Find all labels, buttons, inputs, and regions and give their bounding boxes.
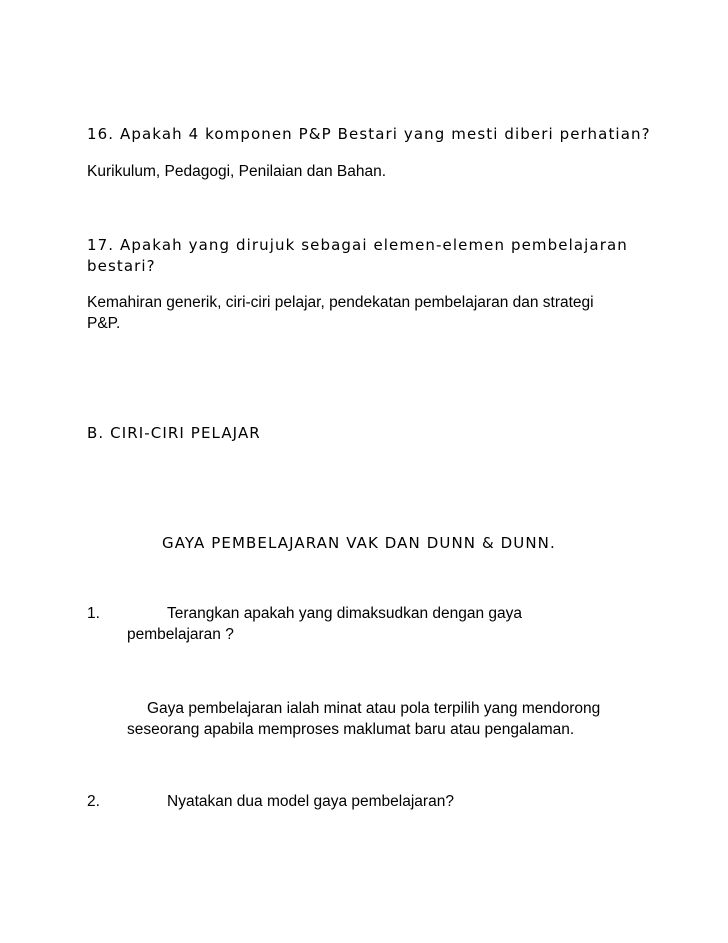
item-1-question-line-2: pembelajaran ? [127, 626, 234, 643]
answer-17-line-2: P&P. [87, 315, 121, 332]
answer-16: Kurikulum, Pedagogi, Penilaian dan Bahan. [87, 163, 387, 180]
question-17-line-1: 17. Apakah yang dirujuk sebagai elemen-elemen pembelajaran [87, 236, 628, 254]
section-subheading: GAYA PEMBELAJARAN VAK DAN DUNN & DUNN. [162, 534, 556, 552]
item-1-number: 1. [87, 605, 100, 622]
item-1-answer-line-2: seseorang apabila memproses maklumat baru atau pengalaman. [127, 721, 575, 738]
item-2-question: Nyatakan dua model gaya pembelajaran? [167, 793, 454, 810]
answer-17-line-1: Kemahiran generik, ciri-ciri pelajar, pendekatan pembelajaran dan strategi [87, 294, 594, 311]
item-2-number: 2. [87, 793, 100, 810]
question-16: 16. Apakah 4 komponen P&P Bestari yang mesti diberi perhatian? [87, 125, 651, 143]
item-1-answer-line-1: Gaya pembelajaran ialah minat atau pola terpilih yang mendorong [147, 700, 601, 717]
section-heading: B. CIRI-CIRI PELAJAR [87, 424, 261, 442]
item-1-question-line-1: Terangkan apakah yang dimaksudkan dengan gaya [167, 605, 523, 622]
question-17-line-2: bestari? [87, 257, 156, 275]
